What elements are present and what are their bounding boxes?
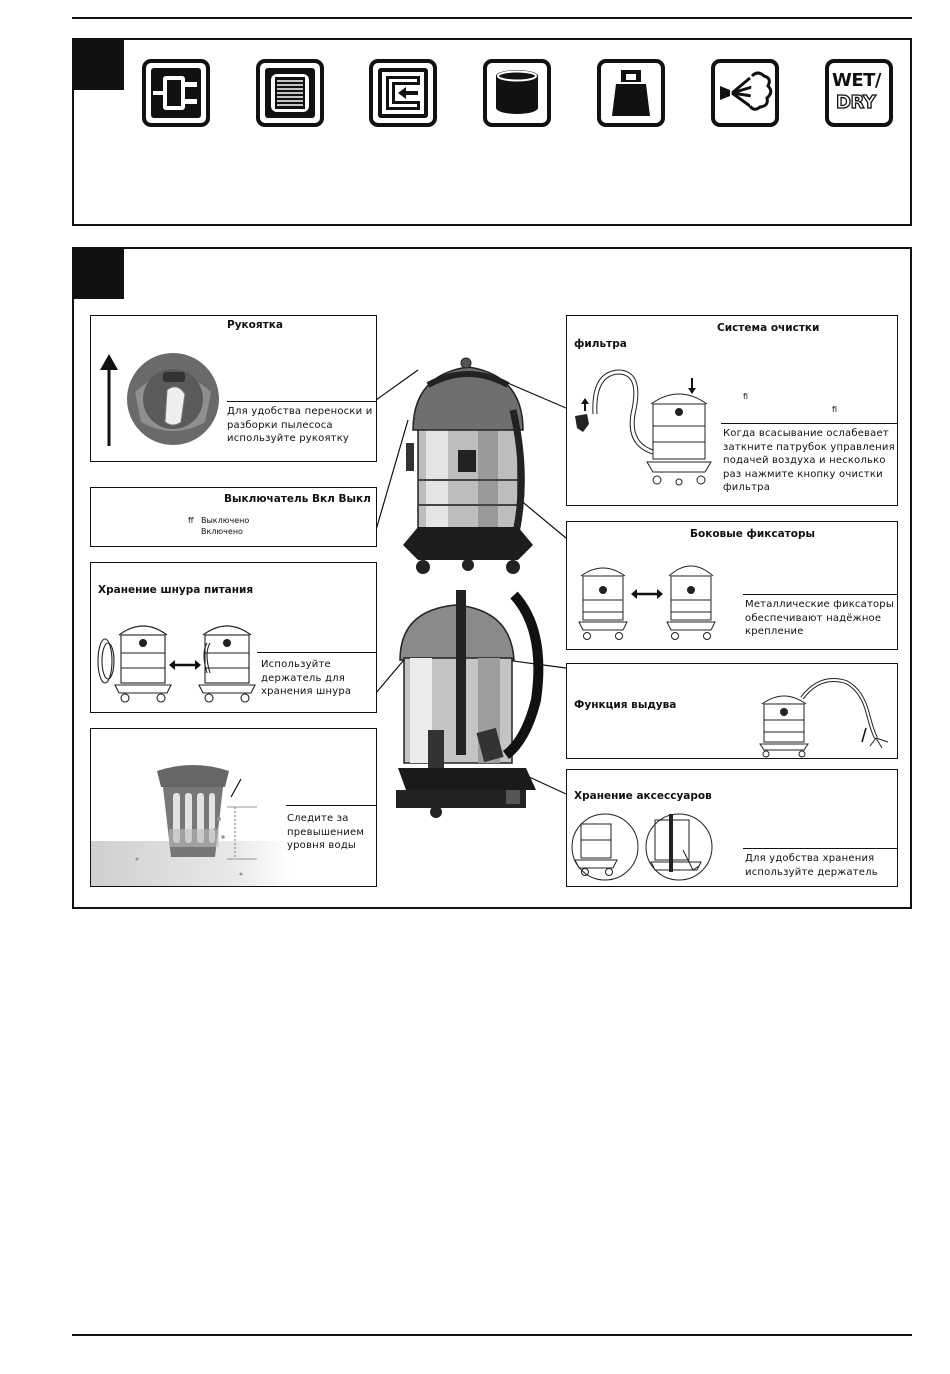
side-locks-description bbox=[745, 598, 897, 639]
switch-symbol: ff bbox=[188, 516, 194, 525]
accessories-storage-title: Хранение аксессуаров bbox=[574, 790, 712, 802]
cord-storage-title: Хранение шнура питания bbox=[98, 584, 254, 596]
water-level-feature-box bbox=[90, 728, 377, 887]
accessories-storage-feature-box bbox=[566, 769, 898, 887]
filter-symbol-2: fi bbox=[832, 405, 838, 414]
cord-desc-line: хранения шнура bbox=[261, 686, 352, 697]
handle-desc-line: Для удобства переноски и bbox=[227, 406, 373, 417]
switch-title: Выключатель Вкл Выкл bbox=[224, 493, 371, 505]
filter-cleaning-divider bbox=[721, 423, 898, 424]
cord-storage-feature-box bbox=[90, 562, 377, 713]
cord-storage-divider bbox=[257, 652, 377, 653]
cord-storage-illustration bbox=[95, 613, 255, 708]
accessories-desc-line: Для удобства хранения bbox=[745, 853, 875, 864]
handle-description bbox=[227, 405, 375, 446]
handle-photo bbox=[125, 352, 221, 446]
side-locks-desc-line: крепление bbox=[745, 626, 804, 637]
side-locks-feature-box bbox=[566, 521, 898, 650]
blow-function-title: Функция выдува bbox=[574, 699, 677, 711]
filter-desc-line: подачей воздуха и несколько bbox=[723, 455, 886, 466]
cord-desc-line: держатель для bbox=[261, 672, 345, 684]
up-arrow-icon bbox=[99, 354, 119, 446]
cord-storage-description bbox=[261, 658, 376, 699]
accessories-divider bbox=[743, 848, 898, 849]
filter-cleaning-title-line2: фильтра bbox=[574, 338, 627, 350]
blow-function-feature-box bbox=[566, 663, 898, 759]
water-desc-line: уровня воды bbox=[287, 840, 357, 851]
filter-desc-line: фильтра bbox=[723, 482, 771, 493]
handle-feature-box bbox=[90, 315, 377, 462]
accessories-storage-illustration bbox=[571, 810, 716, 884]
cord-desc-line: Используйте bbox=[261, 659, 331, 670]
wet-label: WET/ bbox=[832, 70, 882, 91]
handle-desc-line: используйте рукоятку bbox=[227, 433, 350, 444]
dry-label: DRY bbox=[836, 92, 876, 113]
filter-desc-line: Когда всасывание ослабевает bbox=[723, 428, 889, 439]
water-level-divider bbox=[286, 805, 377, 806]
side-locks-divider bbox=[743, 594, 898, 595]
side-locks-desc-line: обеспечивают надёжное bbox=[745, 612, 882, 624]
side-locks-desc-line: Металлические фиксаторы bbox=[745, 599, 894, 610]
water-desc-line: превышением bbox=[287, 826, 365, 838]
vacuum-accessories-illustration bbox=[396, 590, 556, 820]
filter-desc-line: заткните патрубок управления bbox=[723, 441, 895, 453]
handle-desc-line: разборки пылесоса bbox=[227, 419, 333, 431]
filter-cleaning-title-line1: Система очистки bbox=[717, 322, 820, 334]
handle-divider bbox=[227, 401, 377, 402]
switch-feature-box bbox=[90, 487, 377, 547]
water-level-description bbox=[287, 812, 377, 853]
switch-off-label: Выключено bbox=[201, 516, 250, 525]
side-locks-illustration bbox=[579, 554, 719, 646]
filter-cleaning-illustration bbox=[573, 364, 723, 494]
filter-cleaning-feature-box bbox=[566, 315, 898, 506]
accessories-desc-line: используйте держатель bbox=[745, 866, 878, 878]
accessories-description bbox=[745, 852, 897, 879]
blow-function-illustration bbox=[750, 668, 896, 756]
handle-title: Рукоятка bbox=[227, 319, 283, 331]
vacuum-cleaner-illustration bbox=[398, 355, 538, 580]
filter-symbol-1: fi bbox=[743, 392, 749, 401]
filter-desc-line: раз нажмите кнопку очистки bbox=[723, 468, 883, 480]
filter-cleaning-description bbox=[723, 427, 898, 495]
switch-on-label: Включено bbox=[201, 527, 243, 536]
float-valve-illustration bbox=[91, 729, 291, 887]
water-desc-line: Следите за bbox=[287, 813, 349, 824]
side-locks-title: Боковые фиксаторы bbox=[690, 528, 815, 540]
